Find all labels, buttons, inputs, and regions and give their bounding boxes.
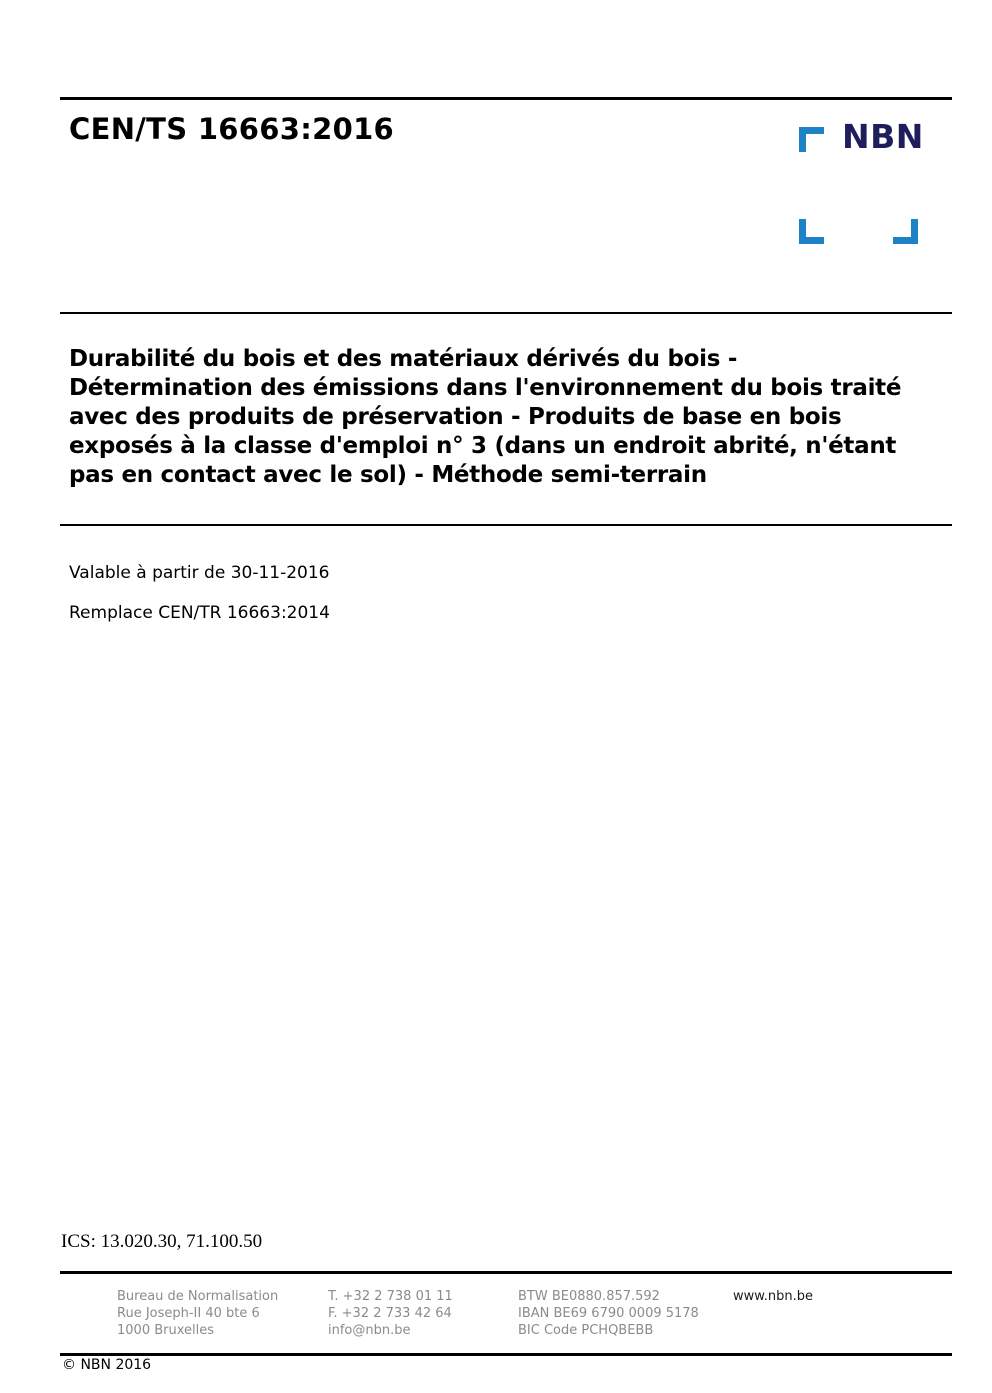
document-title-line: avec des produits de préservation - Produits de base en bois	[69, 404, 842, 430]
footer-contact	[328, 1288, 453, 1339]
nbn-wordmark: NBN	[842, 117, 924, 156]
document-title-line: pas en contact avec le sol) - Méthode semi-terrain	[69, 462, 707, 488]
logo-bracket-top-left-icon	[799, 127, 824, 152]
logo-bracket-bottom-left-icon	[799, 219, 824, 244]
logo-bracket-bottom-right-icon	[893, 219, 918, 244]
valid-from-text: Valable à partir de 30-11-2016	[69, 563, 330, 583]
document-number: CEN/TS 16663:2016	[69, 112, 395, 146]
footer-address-line: Bureau de Normalisation	[117, 1289, 279, 1304]
footer-address-line: 1000 Bruxelles	[117, 1323, 215, 1338]
title-top-divider	[60, 312, 952, 314]
document-title-line: exposés à la classe d'emploi n° 3 (dans un endroit abrité, n'étant	[69, 433, 897, 459]
footer-address	[117, 1288, 278, 1339]
document-title-line: Détermination des émissions dans l'environnement du bois traité	[69, 375, 902, 401]
footer-website-link[interactable]: www.nbn.be	[733, 1289, 813, 1304]
footer-address-line: Rue Joseph-II 40 bte 6	[117, 1306, 260, 1321]
title-bottom-divider	[60, 524, 952, 526]
footer-bank	[518, 1288, 699, 1339]
replaces-text: Remplace CEN/TR 16663:2014	[69, 603, 330, 623]
top-divider	[60, 97, 952, 100]
ics-codes: ICS: 13.020.30, 71.100.50	[61, 1231, 263, 1252]
footer-iban: IBAN BE69 6790 0009 5178	[518, 1306, 699, 1321]
footer-divider	[60, 1271, 952, 1274]
document-title	[69, 345, 939, 490]
document-title-line: Durabilité du bois et des matériaux dérivés du bois -	[69, 346, 738, 372]
footer-phone: T. +32 2 738 01 11	[328, 1289, 453, 1304]
copyright-text: © NBN 2016	[62, 1357, 152, 1373]
footer-email-link[interactable]: info@nbn.be	[328, 1323, 411, 1338]
copyright-divider	[60, 1353, 952, 1356]
footer-bic: BIC Code PCHQBEBB	[518, 1323, 654, 1338]
footer-fax: F. +32 2 733 42 64	[328, 1306, 452, 1321]
footer-btw: BTW BE0880.857.592	[518, 1289, 660, 1304]
nbn-logo	[796, 117, 926, 248]
